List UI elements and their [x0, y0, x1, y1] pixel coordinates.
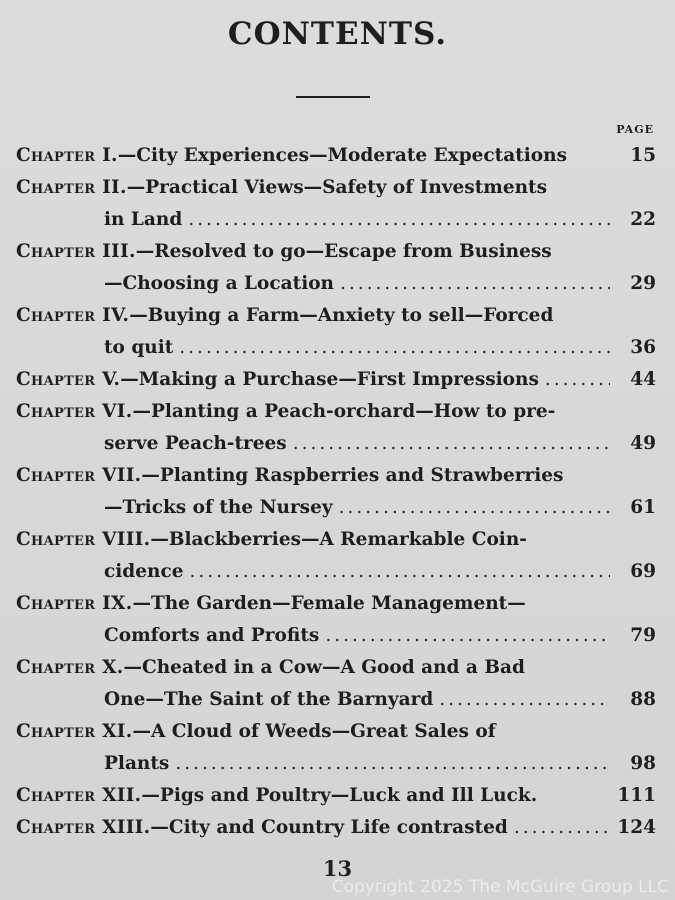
- entry-line: [16, 300, 656, 332]
- chapter-title-continued: One—The Saint of the Barnyard: [104, 689, 434, 710]
- chapter-number: Chapter VIII.: [16, 529, 151, 550]
- contents-entry: [16, 300, 656, 364]
- entry-line-continued: [16, 332, 656, 364]
- chapter-title-continued: to quit: [104, 337, 174, 358]
- page-ref: 36: [630, 337, 656, 358]
- leader-dots: [189, 556, 610, 588]
- chapter-number: Chapter I.: [16, 145, 118, 166]
- watermark: Copyright 2025 The McGuire Group LLC: [331, 877, 669, 897]
- leader-dots: [175, 748, 610, 780]
- chapter-number: Chapter II.: [16, 177, 127, 198]
- contents-entry: [16, 236, 656, 300]
- chapter-title: —Making a Purchase—First Impressions: [120, 369, 539, 390]
- entry-line: [16, 588, 656, 620]
- entry-line: [16, 812, 656, 844]
- chapter-title: —Planting a Peach-orchard—How to pre-: [132, 401, 556, 422]
- page-ref: 124: [617, 817, 656, 838]
- chapter-title: —Blackberries—A Remarkable Coin-: [150, 529, 527, 550]
- contents-entry: [16, 460, 656, 524]
- chapter-title-continued: cidence: [104, 561, 184, 582]
- entry-line-continued: [16, 204, 656, 236]
- chapter-title: —City Experiences—Moderate Expectations: [117, 145, 567, 166]
- chapter-title-continued: in Land: [104, 209, 183, 230]
- page-ref: 69: [630, 561, 656, 582]
- chapter-number: Chapter V.: [16, 369, 121, 390]
- chapter-title: —Practical Views—Safety of Investments: [126, 177, 548, 198]
- contents-entry: [16, 140, 656, 172]
- contents-entry: [16, 172, 656, 236]
- leader-dots: [514, 812, 610, 844]
- contents-entry: [16, 524, 656, 588]
- chapter-title: —A Cloud of Weeds—Great Sales of: [132, 721, 496, 742]
- contents-entry: [16, 652, 656, 716]
- chapter-title: —Buying a Farm—Anxiety to sell—Forced: [129, 305, 554, 326]
- entry-line-continued: [16, 684, 656, 716]
- chapter-title: —City and Country Life contrasted: [150, 817, 508, 838]
- entry-line: [16, 716, 656, 748]
- chapter-title: —The Garden—Female Management—: [132, 593, 526, 614]
- leader-dots: [179, 332, 610, 364]
- entry-line-continued: [16, 748, 656, 780]
- chapter-title: —Pigs and Poultry—Luck and Ill Luck.: [141, 785, 538, 806]
- page-ref: 29: [630, 273, 656, 294]
- entry-line: [16, 140, 656, 172]
- chapter-title-continued: Plants: [104, 753, 170, 774]
- chapter-number: Chapter III.: [16, 241, 136, 262]
- leader-dots: [340, 268, 610, 300]
- leader-dots: [325, 620, 610, 652]
- entry-line: [16, 364, 656, 396]
- leader-dots: [188, 204, 610, 236]
- entry-line: [16, 780, 656, 812]
- leader-dots: [339, 492, 610, 524]
- chapter-number: Chapter VII.: [16, 465, 142, 486]
- entry-line: [16, 460, 656, 492]
- contents-entry: [16, 780, 656, 812]
- page-ref: 88: [630, 689, 656, 710]
- entry-line-continued: [16, 492, 656, 524]
- page-ref: 98: [630, 753, 656, 774]
- entry-line-continued: [16, 268, 656, 300]
- entry-line: [16, 652, 656, 684]
- page-ref: 79: [630, 625, 656, 646]
- chapter-title-continued: —Choosing a Location: [104, 273, 335, 294]
- chapter-number: Chapter X.: [16, 657, 124, 678]
- chapter-number: Chapter VI.: [16, 401, 133, 422]
- page-ref: 22: [630, 209, 656, 230]
- title-rule: [296, 96, 370, 98]
- contents-entry: [16, 364, 656, 396]
- contents-entry: [16, 396, 656, 460]
- entry-line-continued: [16, 428, 656, 460]
- chapter-title-continued: Comforts and Profits: [104, 625, 320, 646]
- chapter-title-continued: —Tricks of the Nursey: [104, 497, 333, 518]
- page-column-header: PAGE: [616, 123, 654, 136]
- contents-entry: [16, 812, 656, 844]
- entry-line: [16, 236, 656, 268]
- chapter-number: Chapter IX.: [16, 593, 133, 614]
- entry-line-continued: [16, 556, 656, 588]
- page-number: 13: [322, 856, 353, 881]
- contents-entry: [16, 716, 656, 780]
- entry-line: [16, 524, 656, 556]
- page-ref: 49: [630, 433, 656, 454]
- page-ref: 111: [617, 785, 656, 806]
- page-ref: 61: [630, 497, 656, 518]
- chapter-number: Chapter XII.: [16, 785, 142, 806]
- leader-dots: [439, 684, 610, 716]
- entry-line-continued: [16, 620, 656, 652]
- contents-entry: [16, 588, 656, 652]
- entry-line: [16, 172, 656, 204]
- chapter-number: Chapter XI.: [16, 721, 133, 742]
- leader-dots: [545, 364, 610, 396]
- contents-title: CONTENTS.: [227, 16, 448, 52]
- chapter-title-continued: serve Peach-trees: [104, 433, 287, 454]
- chapter-number: Chapter IV.: [16, 305, 130, 326]
- chapter-title: —Cheated in a Cow—A Good and a Bad: [123, 657, 525, 678]
- contents-list: [16, 140, 656, 844]
- chapter-title: —Resolved to go—Escape from Business: [135, 241, 552, 262]
- page-ref: 44: [630, 369, 656, 390]
- page-ref: 15: [630, 145, 656, 166]
- chapter-title: —Planting Raspberries and Strawberries: [141, 465, 564, 486]
- entry-line: [16, 396, 656, 428]
- leader-dots: [293, 428, 610, 460]
- chapter-number: Chapter XIII.: [16, 817, 151, 838]
